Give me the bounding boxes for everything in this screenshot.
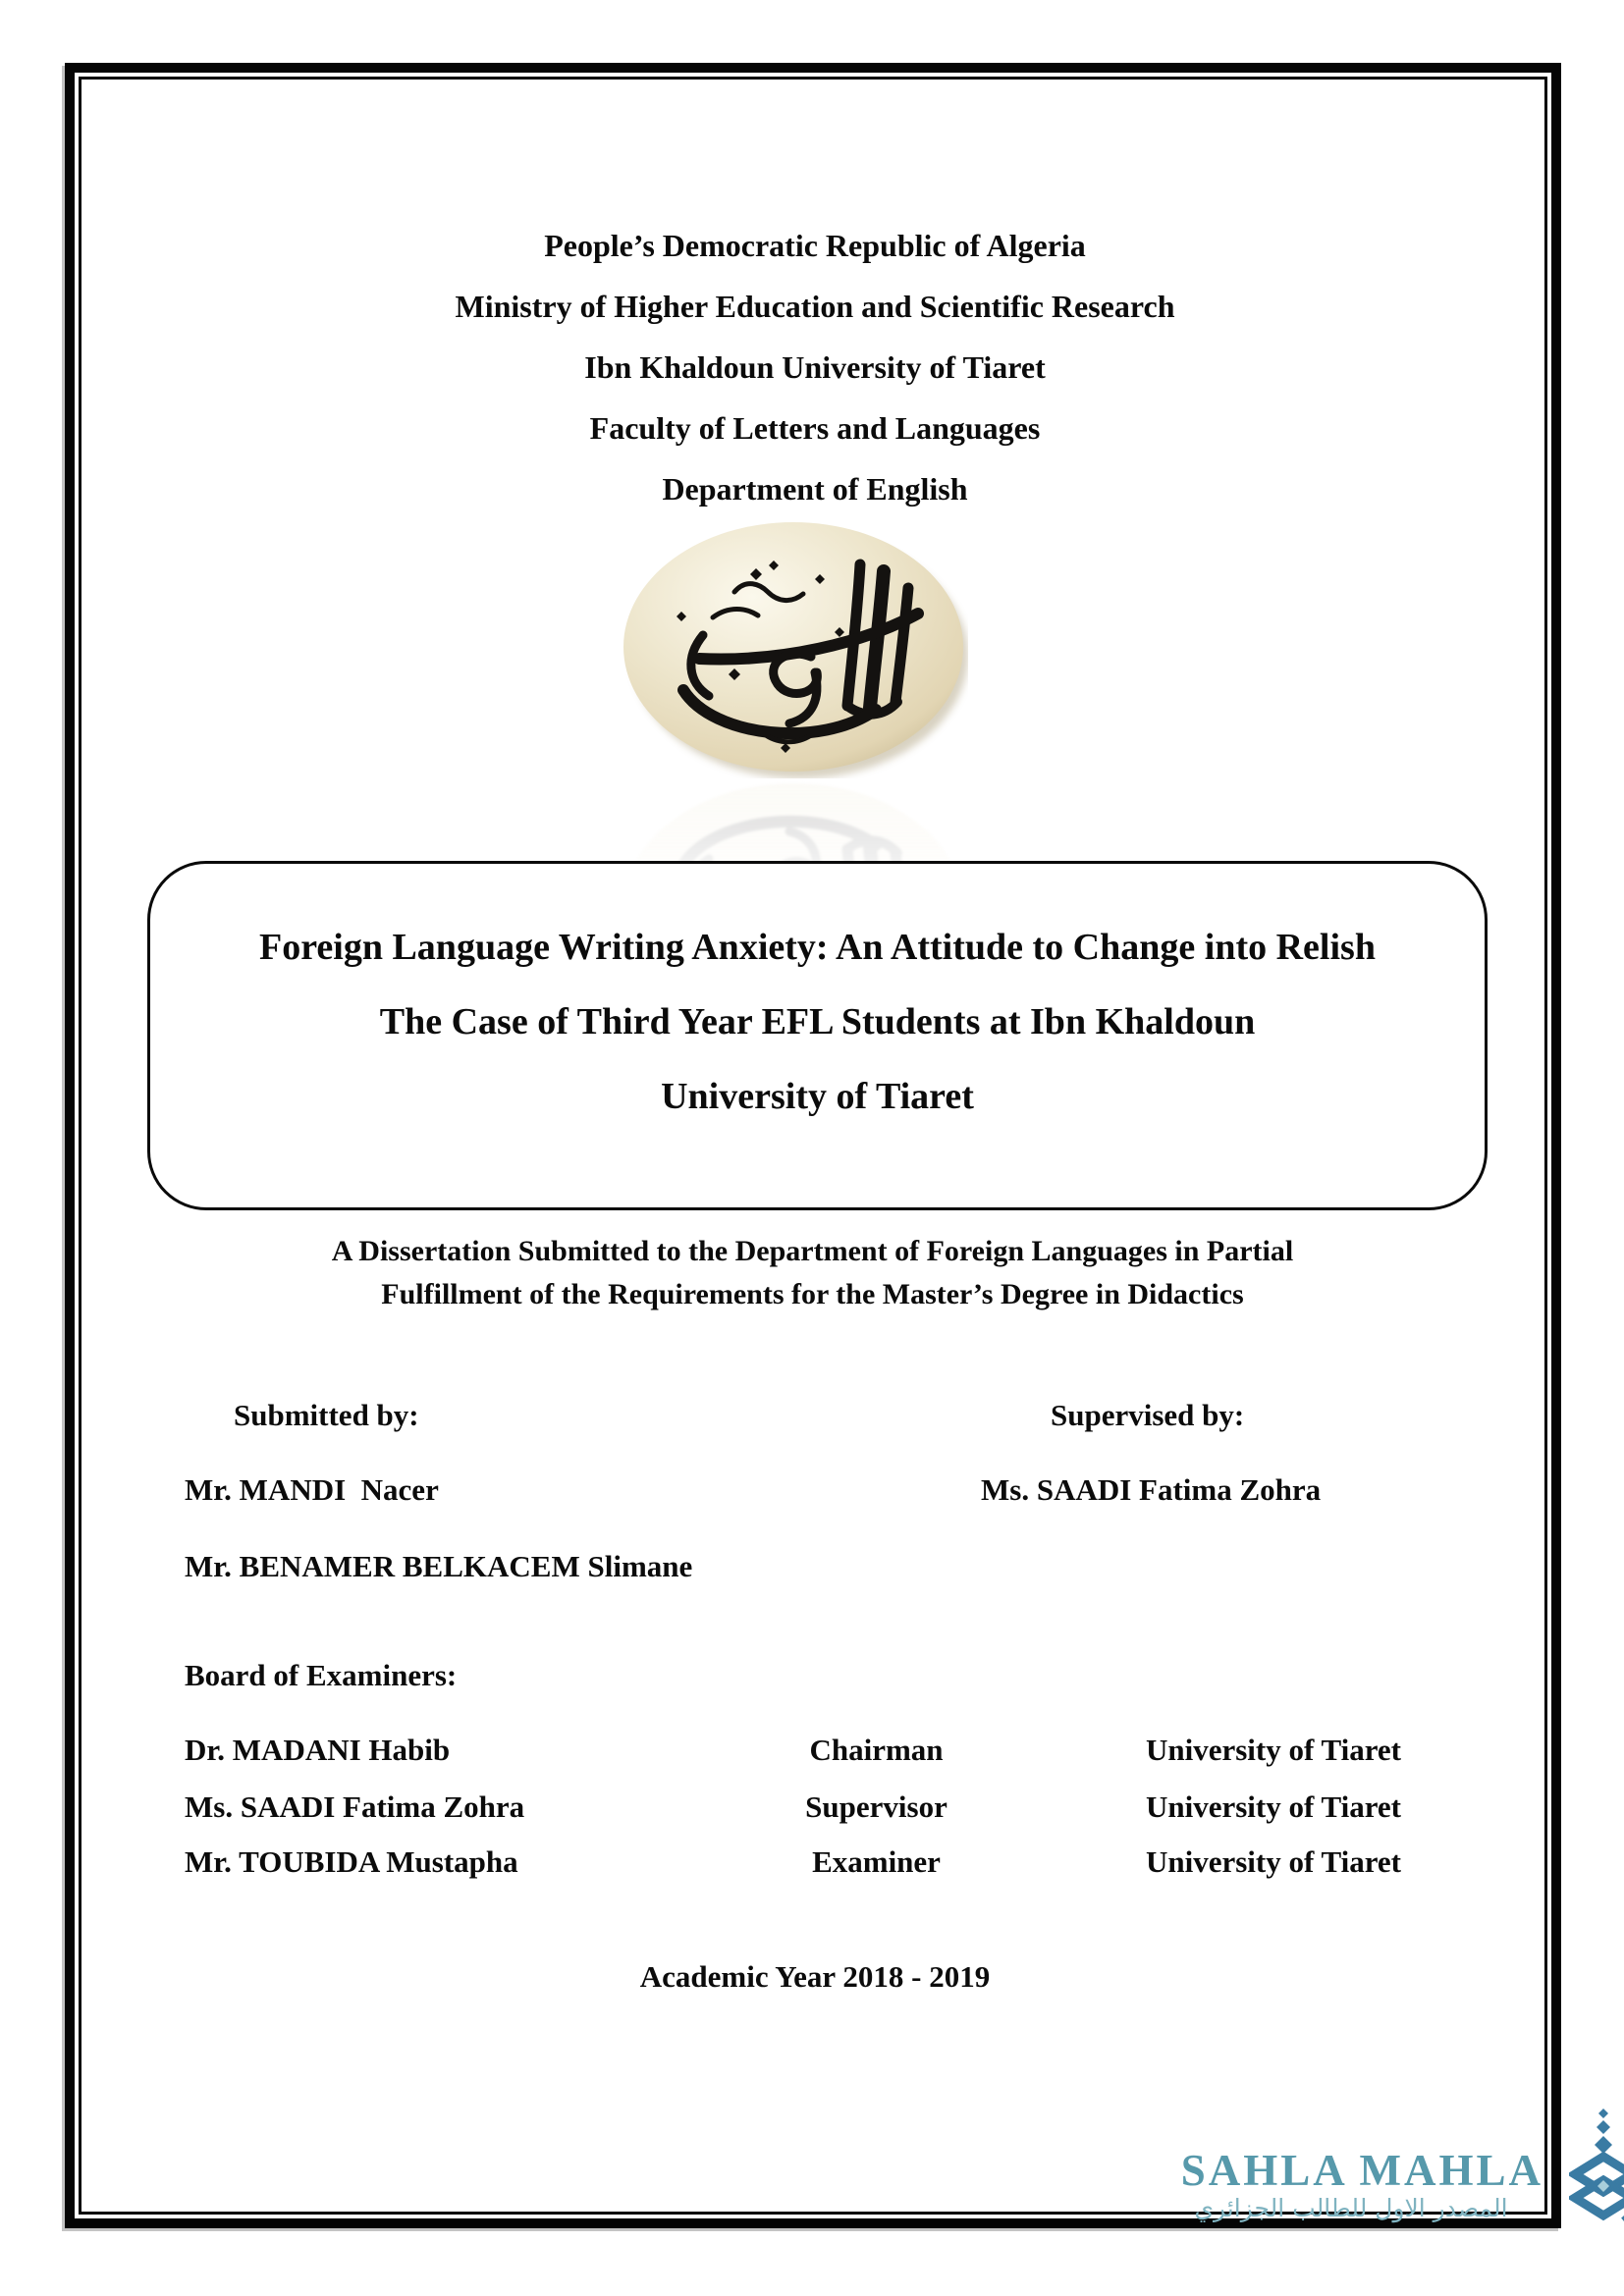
examiner-affiliation: University of Tiaret (1145, 1789, 1402, 1824)
title-line-1: Foreign Language Writing Anxiety: An Attitude to Change into Relish (259, 927, 1376, 968)
examiner-affiliation: University of Tiaret (1145, 1733, 1402, 1767)
examiner-name: Ms. SAADI Fatima Zohra (185, 1789, 525, 1824)
sahla-mahla-watermark (1159, 2148, 1543, 2223)
academic-year: Academic Year 2018 - 2019 (639, 1959, 991, 1994)
sahla-mahla-logo-icon (1569, 2108, 1624, 2227)
examiner-row (0, 1789, 1624, 1825)
supervisor-name: Ms. SAADI Fatima Zohra (981, 1472, 1322, 1507)
header-line-university: Ibn Khaldoun University of Tiaret (584, 349, 1046, 385)
header-line-faculty: Faculty of Letters and Languages (589, 410, 1041, 446)
submission-statement (196, 1230, 1429, 1316)
submitted-by-name-1: Mr. MANDI Nacer (185, 1472, 439, 1507)
examiner-row (0, 1844, 1624, 1880)
sahla-mahla-arabic-tagline: المصدر الاول للطالب الجزائري (1194, 2194, 1508, 2222)
title-box (147, 861, 1488, 1210)
title-line-2: The Case of Third Year EFL Students at Ibn Khaldoun (379, 1001, 1256, 1042)
header-line-ministry: Ministry of Higher Education and Scientific Research (455, 289, 1175, 324)
university-logo (619, 517, 968, 778)
header-line-country: People’s Democratic Republic of Algeria (544, 228, 1086, 263)
submitted-by-name-2: Mr. BENAMER BELKACEM Slimane (185, 1549, 693, 1583)
examiner-name: Dr. MADANI Habib (185, 1733, 451, 1767)
board-of-examiners-label: Board of Examiners: (185, 1658, 458, 1692)
submitted-by-label: Submitted by: (234, 1398, 419, 1432)
submission-line-2: Fulfillment of the Requirements for the Master’s Degree in Didactics (381, 1278, 1244, 1310)
examiner-role: Chairman (809, 1733, 944, 1767)
examiner-role: Examiner (812, 1844, 941, 1879)
header-line-department: Department of English (662, 471, 968, 507)
supervised-by-label: Supervised by: (1051, 1398, 1245, 1432)
examiner-affiliation: University of Tiaret (1145, 1844, 1402, 1879)
sahla-mahla-brand-text: SAHLA MAHLA (1180, 2146, 1543, 2195)
institution-header (69, 215, 1561, 519)
examiner-role: Supervisor (805, 1789, 947, 1824)
title-line-3: University of Tiaret (661, 1076, 974, 1117)
examiner-row (0, 1733, 1624, 1768)
submission-line-1: A Dissertation Submitted to the Department of Foreign Languages in Partial (331, 1235, 1294, 1267)
examiner-name: Mr. TOUBIDA Mustapha (185, 1844, 518, 1879)
